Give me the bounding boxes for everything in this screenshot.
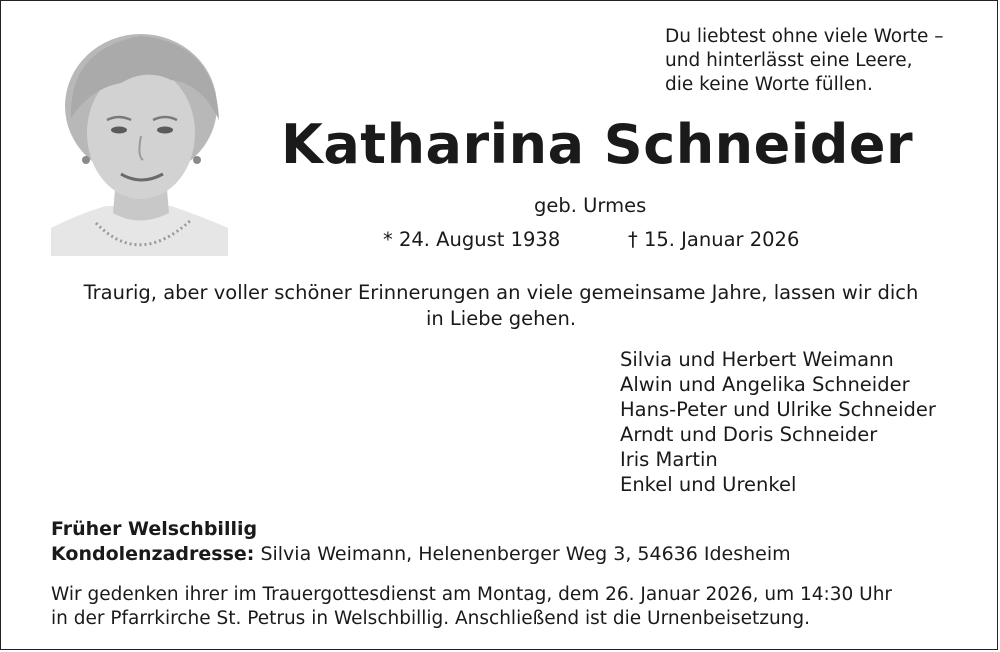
mourner: Alwin und Angelika Schneider xyxy=(620,373,910,396)
poem-line: die keine Worte füllen. xyxy=(665,74,873,95)
service-line: in der Pfarrkirche St. Petrus in Welschbillig. Anschließend ist die Urnenbeisetzung. xyxy=(51,608,811,629)
mourner: Arndt und Doris Schneider xyxy=(620,423,878,446)
condolence-address-value: Silvia Weimann, Helenenberger Weg 3, 54636 Idesheim xyxy=(260,543,791,565)
condolence-address xyxy=(51,543,791,565)
mourners-list xyxy=(620,347,936,497)
deceased-name: Katharina Schneider xyxy=(281,113,914,176)
mourner: Hans-Peter und Ulrike Schneider xyxy=(620,398,936,421)
mourner: Silvia und Herbert Weimann xyxy=(620,348,894,371)
poem-line: Du liebtest ohne viele Worte – xyxy=(665,26,944,47)
condolence-address-label: Kondolenzadresse: xyxy=(51,543,255,565)
service-line: Wir gedenken ihrer im Trauergottesdienst am Montag, dem 26. Januar 2026, um 14:30 Uhr xyxy=(51,584,893,605)
birth-name: geb. Urmes xyxy=(534,194,647,217)
farewell-line: Traurig, aber voller schöner Erinnerungen an viele gemeinsame Jahre, lassen wir dich xyxy=(83,281,919,304)
poem xyxy=(665,25,943,97)
death-date: † 15. Januar 2026 xyxy=(628,228,800,251)
birth-date: * 24. August 1938 xyxy=(383,228,561,251)
former-residence: Früher Welschbillig xyxy=(51,518,258,540)
farewell-text xyxy=(41,280,961,332)
poem-line: und hinterlässt eine Leere, xyxy=(665,50,913,71)
service-info xyxy=(51,583,971,631)
farewell-line: in Liebe gehen. xyxy=(425,307,577,330)
mourner: Enkel und Urenkel xyxy=(620,473,797,496)
mourner: Iris Martin xyxy=(620,448,718,471)
portrait-photo xyxy=(51,28,228,256)
